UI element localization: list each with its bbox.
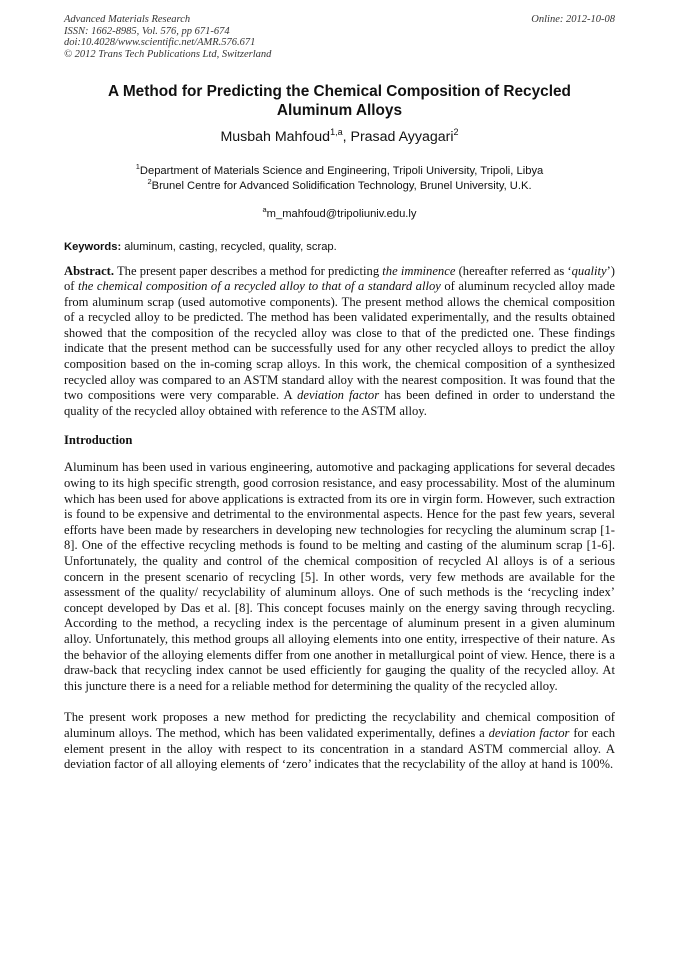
paragraph-text: The present work proposes a new method for predicting the recyclability and chemical composition of aluminum alloys. The method, which has been validated experimentally, defines a: [64, 710, 615, 740]
affiliation-mark: 2: [147, 176, 152, 186]
author-affiliation-mark: 2: [453, 127, 459, 137]
affiliation-2: [64, 176, 615, 194]
section-heading-introduction: Introduction: [64, 433, 133, 448]
introduction-paragraph-1: Aluminum has been used in various engineering, automotive and packaging applications for several decades owing to its high specific strength, good corrosion resistance, and easy processability. Most of the aluminum which has been used for above applications is extracted from its ore in virgin form. However, such extraction is found to be expensive and detrimental to the environmental aspects. Hence for the past few years, several efforts have been made by researchers in developing new technologies for recycling the aluminum scrap [1-8]. One of the effective recycling methods is found to be melting and casting of the aluminum scrap [1-6]. Unfortunately, the quality and control of the chemical composition of recycled Al alloys is of a serious concern in the present scenario of recycling [5]. In other words, very few methods are available for the assessment of the quality/ recyclability of aluminum alloys. One of such methods is the ‘recycling index’ concept developed by Das et al. [8]. This concept focuses mainly on the energy saving through recycling. According to the method, a recycling index is the percentage of aluminum present in a given aluminum alloy. Unfortunately, this method groups all alloying elements into one entity, irrespective of their nature. As the behavior of the alloying elements differ from one another in metallurgical point of view. Hence, there is a draw-back that recycling index cannot be used efficiently for gauging the quality of the recycled alloy. At this juncture there is a need for a reliable method for determining the quality of the recycled alloy.: [64, 460, 615, 693]
paragraph-italic: deviation factor: [488, 725, 570, 740]
keywords-label: Keywords:: [64, 240, 122, 253]
author-separator: ,: [342, 129, 351, 145]
abstract-text: (hereafter referred as ‘: [455, 263, 572, 278]
affiliation-text: Department of Materials Science and Engineering, Tripoli University, Tripoli, Libya: [139, 165, 544, 177]
doi-line: doi:10.4028/www.scientific.net/AMR.576.671: [64, 37, 256, 48]
author-email: [64, 207, 615, 222]
introduction-paragraph-2: [64, 710, 615, 772]
abstract-paragraph: [64, 264, 615, 420]
paragraph-text: for each element present in the alloy with respect to its concentration in a standard ASTM commercial alloy. A deviation factor of all alloying elements of ‘zero’ indicates that the recyclability of the alloy at hand is 100%.: [64, 725, 615, 772]
page: [64, 14, 615, 773]
abstract-italic: the imminence: [382, 263, 456, 278]
abstract-text: has been defined in order to understand the quality of the recycled alloy obtained with reference to the ASTM alloy.: [64, 388, 615, 418]
abstract-italic: quality: [571, 263, 607, 278]
keywords: [64, 240, 615, 254]
author-affiliation-mark: 1,a: [330, 127, 343, 137]
affiliation-mark: 1: [135, 162, 140, 171]
abstract-italic: deviation factor: [297, 388, 380, 403]
author-name: Musbah Mahfoud: [220, 129, 331, 145]
online-date: Online: 2012-10-08: [531, 14, 615, 25]
journal-name: Advanced Materials Research: [64, 14, 191, 25]
abstract-label: Abstract.: [64, 263, 115, 278]
abstract-text: The present paper describes a method for predicting: [114, 263, 383, 278]
author-list: [64, 128, 615, 146]
affiliation-text: Brunel Centre for Advanced Solidification Technology, Brunel University, U.K.: [151, 179, 532, 192]
abstract-text: of aluminum recycled alloy made from aluminum scrap (used automotive components). The present method allows the chemical composition of a recycled alloy to be predicted. The method has been validated experimentally, and the results obtained showed that the composition of the recycled alloy was close to that of the predicted one. These findings indicate that the present method can be successfully used for any other recycled alloys to predict the alloy composition based on the in-coming scrap alloys. In this work, the chemical composition of a synthesized recycled alloy was compared to an ASTM standard alloy with the nearest composition. It was found that the two compositions were very comparable. A: [64, 279, 616, 403]
email-address: m_mahfoud@tripoliuniv.edu.ly: [266, 208, 417, 220]
issn-line: ISSN: 1662-8985, Vol. 576, pp 671-674: [64, 25, 230, 37]
abstract-text: ’) of: [64, 263, 615, 294]
copyright-line: © 2012 Trans Tech Publications Ltd, Switzerland: [64, 48, 272, 60]
abstract-italic: the chemical composition of a recycled alloy to that of a standard alloy: [78, 279, 441, 294]
author-name: Prasad Ayyagari: [350, 129, 454, 145]
paper-title: A Method for Predicting the Chemical Composition of Recycled Aluminum Alloys: [108, 83, 571, 119]
keywords-text: aluminum, casting, recycled, quality, scrap.: [121, 240, 337, 253]
journal-header: [64, 14, 615, 60]
email-mark: a: [262, 205, 267, 214]
